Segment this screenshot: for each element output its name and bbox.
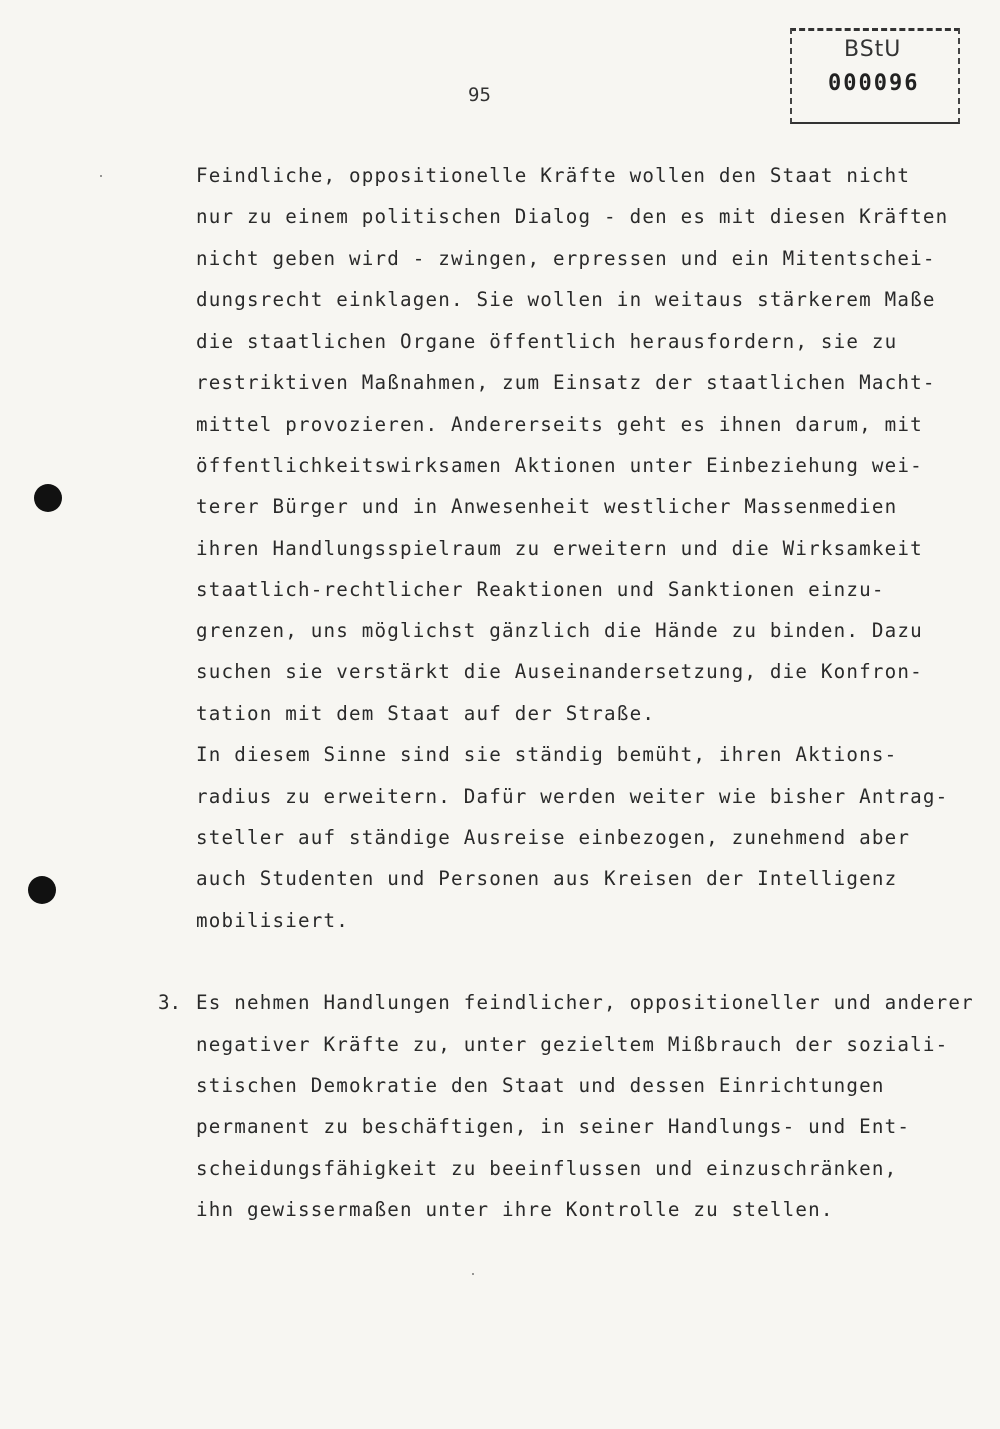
text-line: scheidungsfähigkeit zu beeinflussen und einzuschränken, [196, 1157, 898, 1180]
text-line: suchen sie verstärkt die Auseinandersetzung, die Konfron- [196, 660, 923, 683]
paper-speck [100, 175, 102, 177]
text-line: terer Bürger und in Anwesenheit westlicher Massenmedien [196, 495, 898, 518]
text-line: Es nehmen Handlungen feindlicher, oppositioneller und anderer [196, 991, 974, 1014]
text-line: nicht geben wird - zwingen, erpressen und ein Mitentschei- [196, 247, 936, 270]
text-line: staatlich-rechtlicher Reaktionen und Sanktionen einzu- [196, 578, 885, 601]
punch-hole-bottom [28, 876, 56, 904]
text-line: mobilisiert. [196, 909, 350, 932]
text-line: In diesem Sinne sind sie ständig bemüht, ihren Aktions- [196, 743, 898, 766]
stamp-label: BStU [844, 37, 902, 62]
text-line: steller auf ständige Ausreise einbezogen, zunehmend aber [196, 826, 911, 849]
paper-speck [472, 1273, 474, 1275]
text-line: grenzen, uns möglichst gänzlich die Hände zu binden. Dazu [196, 619, 923, 642]
text-line: mittel provozieren. Andererseits geht es ihnen darum, mit [196, 413, 923, 436]
text-line: radius zu erweitern. Dafür werden weiter wie bisher Antrag- [196, 785, 949, 808]
text-line: stischen Demokratie den Staat und dessen Einrichtungen [196, 1074, 885, 1097]
text-line: auch Studenten und Personen aus Kreisen der Intelligenz [196, 867, 898, 890]
item-number: 3. [158, 991, 182, 1014]
text-line: ihren Handlungsspielraum zu erweitern und die Wirksamkeit [196, 537, 923, 560]
stamp-number: 000096 [828, 71, 920, 96]
text-line: öffentlichkeitswirksamen Aktionen unter Einbeziehung wei- [196, 454, 923, 477]
text-line: dungsrecht einklagen. Sie wollen in weitaus stärkerem Maße [196, 288, 936, 311]
archive-stamp [790, 28, 960, 124]
text-line: ihn gewissermaßen unter ihre Kontrolle zu stellen. [196, 1198, 834, 1221]
punch-hole-top [34, 484, 62, 512]
text-line: Feindliche, oppositionelle Kräfte wollen den Staat nicht [196, 164, 911, 187]
text-line: permanent zu beschäftigen, in seiner Handlungs- und Ent- [196, 1115, 911, 1138]
text-line: negativer Kräfte zu, unter gezieltem Mißbrauch der soziali- [196, 1033, 949, 1056]
text-line: die staatlichen Organe öffentlich herausfordern, sie zu [196, 330, 898, 353]
page-number: 95 [468, 84, 491, 106]
text-line: nur zu einem politischen Dialog - den es mit diesen Kräften [196, 205, 949, 228]
text-line: restriktiven Maßnahmen, zum Einsatz der staatlichen Macht- [196, 371, 936, 394]
text-line: tation mit dem Staat auf der Straße. [196, 702, 656, 725]
